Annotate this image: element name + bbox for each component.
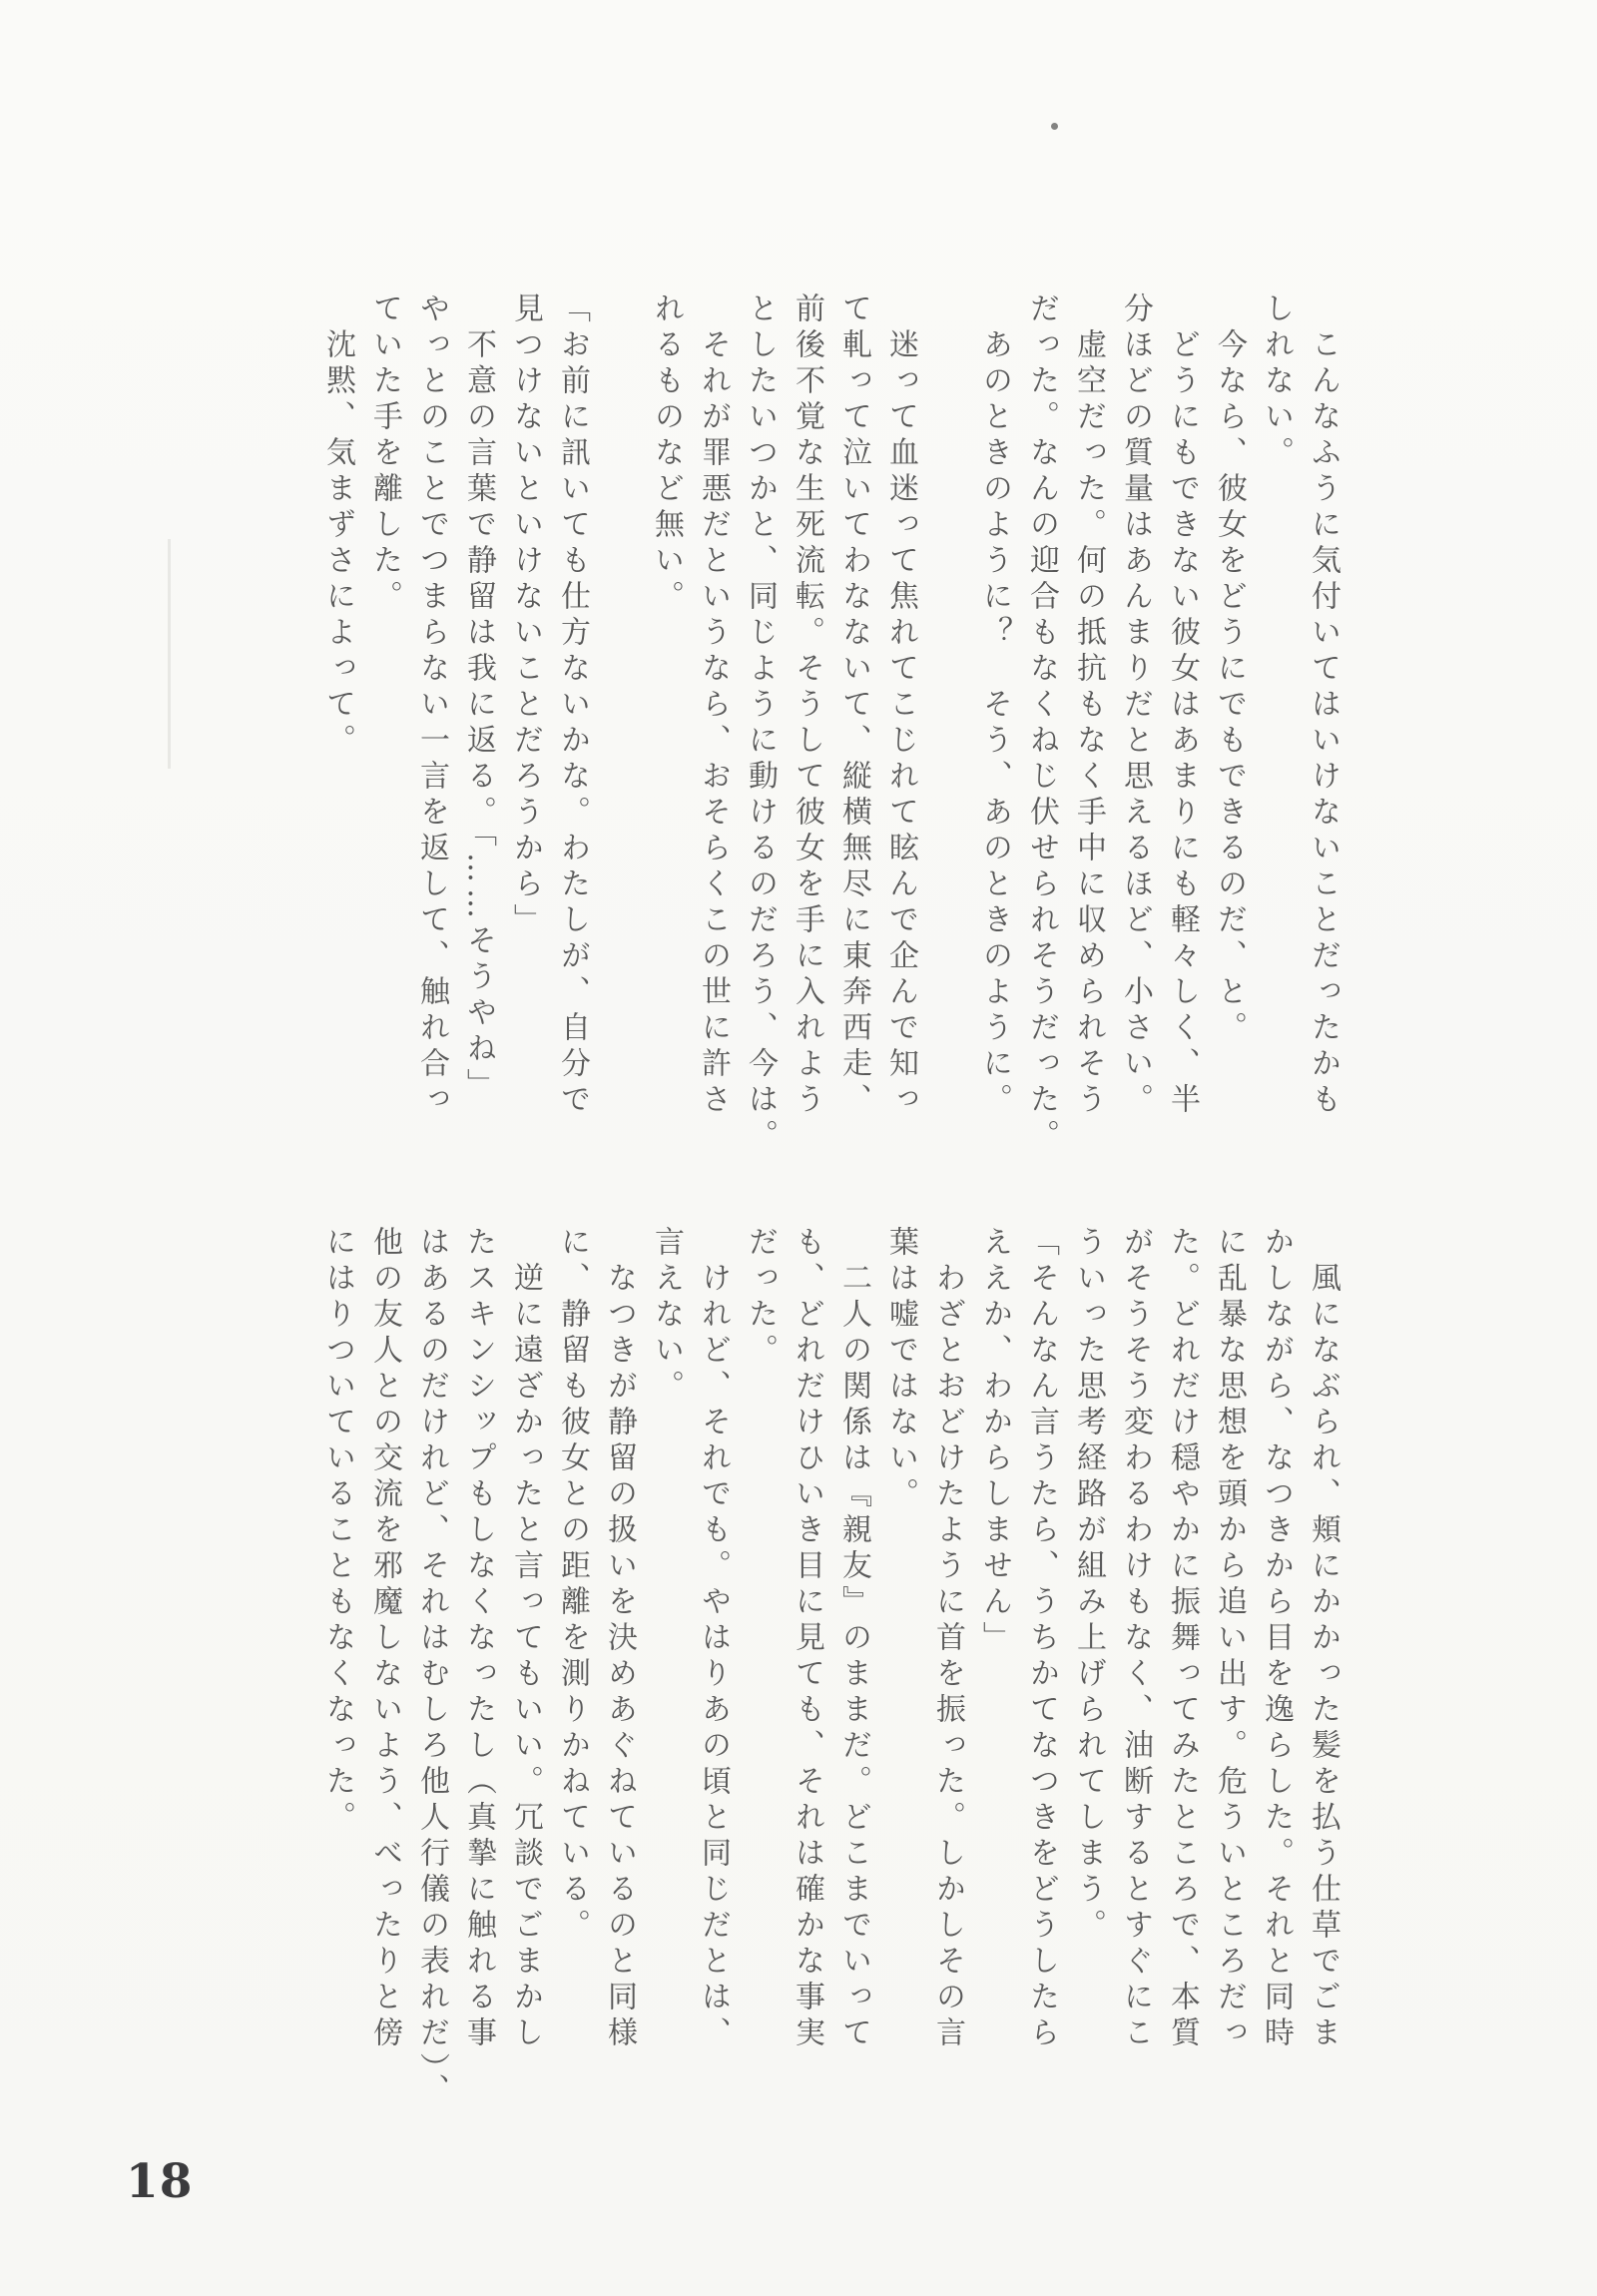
text-column: 「お前に訊いても仕方ないかな。わたしが、自分で (555, 292, 590, 1119)
text-column: ていた手を離した。 (367, 292, 402, 616)
text-column: だった。 (743, 1226, 778, 1370)
blank-column (596, 292, 643, 1155)
text-column: た。どれだけ穏やかに振舞ってみたところで、本質 (1165, 1226, 1200, 2052)
text-column: れるものなど無い。 (649, 292, 684, 616)
text-column: 沈黙、気まずさによって。 (320, 292, 355, 760)
text-column: なつきが静留の扱いを決めあぐねているのと同様 (602, 1226, 637, 2052)
text-column: 虚空だった。何の抵抗もなく手中に収められそう (1071, 292, 1106, 1119)
text-column: やっとのことでつまらない一言を返して、触れ合っ (414, 292, 449, 1119)
text-column: に、静留も彼女との距離を測りかねている。 (555, 1226, 590, 1945)
text-column: ええか、わからしません」 (977, 1226, 1012, 1657)
text-column: たスキンシップもしなくなったし（真摯に触れる事 (461, 1226, 496, 2052)
top-text-block (314, 292, 1346, 1155)
text-column: 見つけないといけないことだろうから」 (508, 292, 543, 939)
bottom-text-block (314, 1226, 1346, 2109)
text-column: 風になぶられ、頬にかかった髪を払う仕草でごま (1306, 1226, 1340, 2052)
page-number: 18 (126, 2154, 194, 2209)
text-column: 前後不覚な生死流転。そうして彼女を手に入れよう (790, 292, 824, 1119)
text-column: て軋って泣いてわなないて、縦横無尽に東奔西走、 (836, 292, 871, 1119)
text-column: それが罪悪だというなら、おそらくこの世に許さ (696, 292, 731, 1119)
text-column: としたいつかと、同じように動けるのだろう、今は。 (743, 292, 778, 1155)
text-column: こんなふうに気付いてはいけないことだったかも (1306, 292, 1340, 1119)
scan-dust-speck (1051, 123, 1058, 130)
text-column: 二人の関係は『親友』のままだ。どこまでいって (836, 1226, 871, 2052)
text-column: 分ほどの質量はあんまりだと思えるほど、小さい。 (1118, 292, 1153, 1119)
text-column: 葉は嘘ではない。 (883, 1226, 918, 1513)
text-column: 迷って血迷って焦れてこじれて眩んで企んで知っ (883, 292, 918, 1119)
text-column: けれど、それでも。やはりあの頃と同じだとは、 (696, 1226, 731, 2052)
blank-column (924, 292, 971, 1155)
text-column: 今なら、彼女をどうにでもできるのだ、と。 (1212, 292, 1247, 1047)
text-column: だった。なんの迎合もなくねじ伏せられそうだった。 (1024, 292, 1059, 1155)
text-column: がそうそう変わるわけもなく、油断するとすぐにこ (1118, 1226, 1153, 2052)
text-column: 言えない。 (649, 1226, 684, 1406)
text-column: かしながら、なつきから目を逸らした。それと同時 (1259, 1226, 1294, 2052)
text-column: わざとおどけたように首を振った。しかしその言 (930, 1226, 965, 2052)
text-column: に乱暴な思想を頭から追い出す。危ういところだっ (1212, 1226, 1247, 2052)
text-column: 不意の言葉で静留は我に返る。「……そうやね」 (461, 292, 496, 1104)
text-column: あのときのように？ そう、あのときのように。 (977, 292, 1012, 1119)
text-column: 他の友人との交流を邪魔しないよう、べったりと傍 (367, 1226, 402, 2052)
text-column: も、どれだけひいき目に見ても、それは確かな事実 (790, 1226, 824, 2052)
text-column: 「そんなん言うたら、うちかてなつきをどうしたら (1024, 1226, 1059, 2052)
text-column: ういった思考経路が組み上げられてしまう。 (1071, 1226, 1106, 1945)
text-column: 逆に遠ざかったと言ってもいい。冗談でごまかし (508, 1226, 543, 2052)
text-column: どうにもできない彼女はあまりにも軽々しく、半 (1165, 292, 1200, 1119)
text-column: はあるのだけれど、それはむしろ他人行儀の表れだ）、 (414, 1226, 449, 2109)
text-column: しれない。 (1259, 292, 1294, 472)
scan-edge-noise (168, 539, 171, 769)
text-column: にはりついていることもなくなった。 (320, 1226, 355, 1837)
